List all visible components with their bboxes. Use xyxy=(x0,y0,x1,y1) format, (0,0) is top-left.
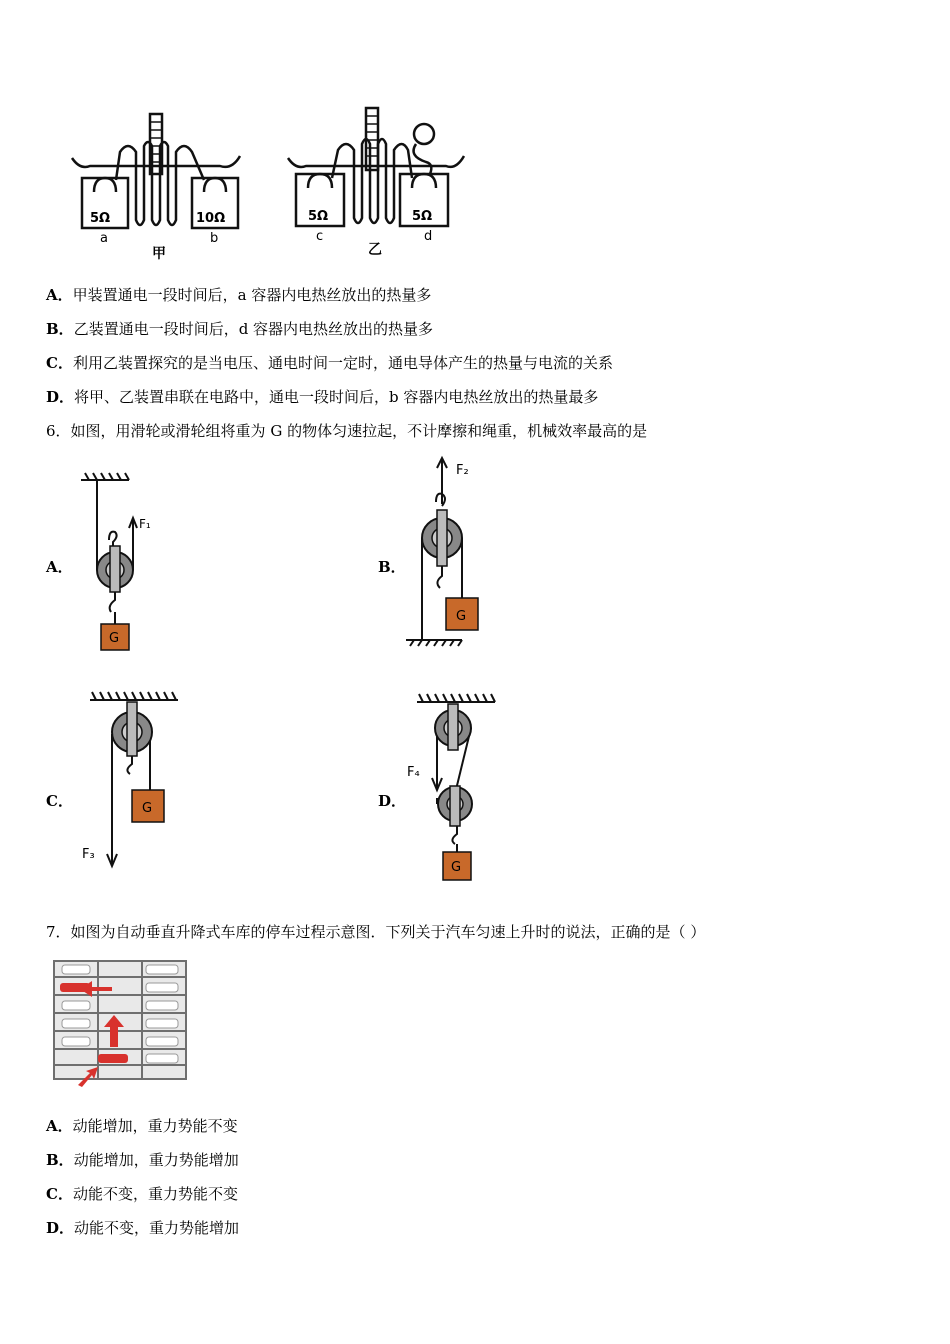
q7-option-c-text: 动能不变，重力势能不变 xyxy=(72,1185,238,1203)
q7-option-c[interactable] xyxy=(46,1184,238,1204)
q6-d-weight-label: G xyxy=(451,860,462,875)
q5-option-d[interactable] xyxy=(46,387,598,407)
q5-option-b-text: 乙装置通电一段时间后，d 容器内电热丝放出的热量多 xyxy=(73,320,434,338)
q6-figure-d-pulley-block xyxy=(405,690,505,885)
q6-option-a-letter[interactable]: A． xyxy=(46,558,73,576)
q6-option-b-letter[interactable]: B． xyxy=(378,558,406,576)
jia-label: 甲 xyxy=(152,246,166,262)
q7-option-b-text: 动能增加，重力势能增加 xyxy=(73,1151,239,1169)
q6-figure-c-fixed-pulley xyxy=(78,688,188,873)
q6-figure-b-pulley xyxy=(400,452,510,652)
yi-label: 乙 xyxy=(368,242,382,258)
q5-option-d-letter: D． xyxy=(46,388,75,406)
q7-option-a-letter: A． xyxy=(46,1117,73,1135)
q5-option-d-text: 将甲、乙装置串联在电路中，通电一段时间后，b 容器内电热丝放出的热量最多 xyxy=(74,388,599,406)
q7-option-b-letter: B． xyxy=(46,1151,74,1169)
q7-option-d-letter: D． xyxy=(46,1219,75,1237)
vertical-garage-figure xyxy=(48,955,193,1095)
q6-d-force-label: F₄ xyxy=(407,765,420,780)
q7-stem: 7．如图为自动垂直升降式车库的停车过程示意图．下列关于汽车匀速上升时的说法，正确的是（ ） xyxy=(46,923,706,941)
q5-option-b[interactable] xyxy=(46,319,433,339)
q6-c-weight-label: G xyxy=(142,801,153,816)
q6-c-force-label: F₃ xyxy=(82,847,95,862)
yi-left-tag: c xyxy=(316,229,324,244)
q5-option-a-letter: A． xyxy=(46,286,73,304)
q7-option-b[interactable] xyxy=(46,1150,239,1170)
q6-a-force-label: F₁ xyxy=(139,517,151,531)
q6-b-weight-label: G xyxy=(456,609,467,624)
q6-option-d-letter[interactable]: D． xyxy=(378,792,407,810)
q5-option-a-text: 甲装置通电一段时间后，a 容器内电热丝放出的热量多 xyxy=(72,286,432,304)
joule-heat-apparatus-figure xyxy=(60,100,480,270)
q6-figure-a-movable-pulley xyxy=(75,470,185,660)
q5-option-c[interactable] xyxy=(46,353,613,373)
q6-b-force-label: F₂ xyxy=(456,463,469,478)
jia-right-resistance: 10Ω xyxy=(196,211,226,226)
yi-left-resistance: 5Ω xyxy=(308,209,329,224)
q6-a-weight-label: G xyxy=(109,631,120,646)
jia-left-resistance: 5Ω xyxy=(90,211,111,226)
q5-option-c-text: 利用乙装置探究的是当电压、通电时间一定时，通电导体产生的热量与电流的关系 xyxy=(72,354,613,372)
q7-option-c-letter: C． xyxy=(46,1185,73,1203)
jia-right-tag: b xyxy=(210,231,219,246)
jia-left-tag: a xyxy=(100,231,108,246)
q7-option-a[interactable] xyxy=(46,1116,238,1136)
q5-option-b-letter: B． xyxy=(46,320,74,338)
q5-option-a[interactable] xyxy=(46,285,431,305)
q5-option-c-letter: C． xyxy=(46,354,73,372)
q7-option-d[interactable] xyxy=(46,1218,239,1238)
yi-right-tag: d xyxy=(424,229,433,244)
q7-option-d-text: 动能不变，重力势能增加 xyxy=(74,1219,240,1237)
q6-stem: 6．如图，用滑轮或滑轮组将重为 G 的物体匀速拉起，不计摩擦和绳重，机械效率最高的是 xyxy=(46,422,648,440)
q7-option-a-text: 动能增加，重力势能不变 xyxy=(72,1117,238,1135)
q6-option-c-letter[interactable]: C． xyxy=(46,792,73,810)
yi-right-resistance: 5Ω xyxy=(412,209,433,224)
